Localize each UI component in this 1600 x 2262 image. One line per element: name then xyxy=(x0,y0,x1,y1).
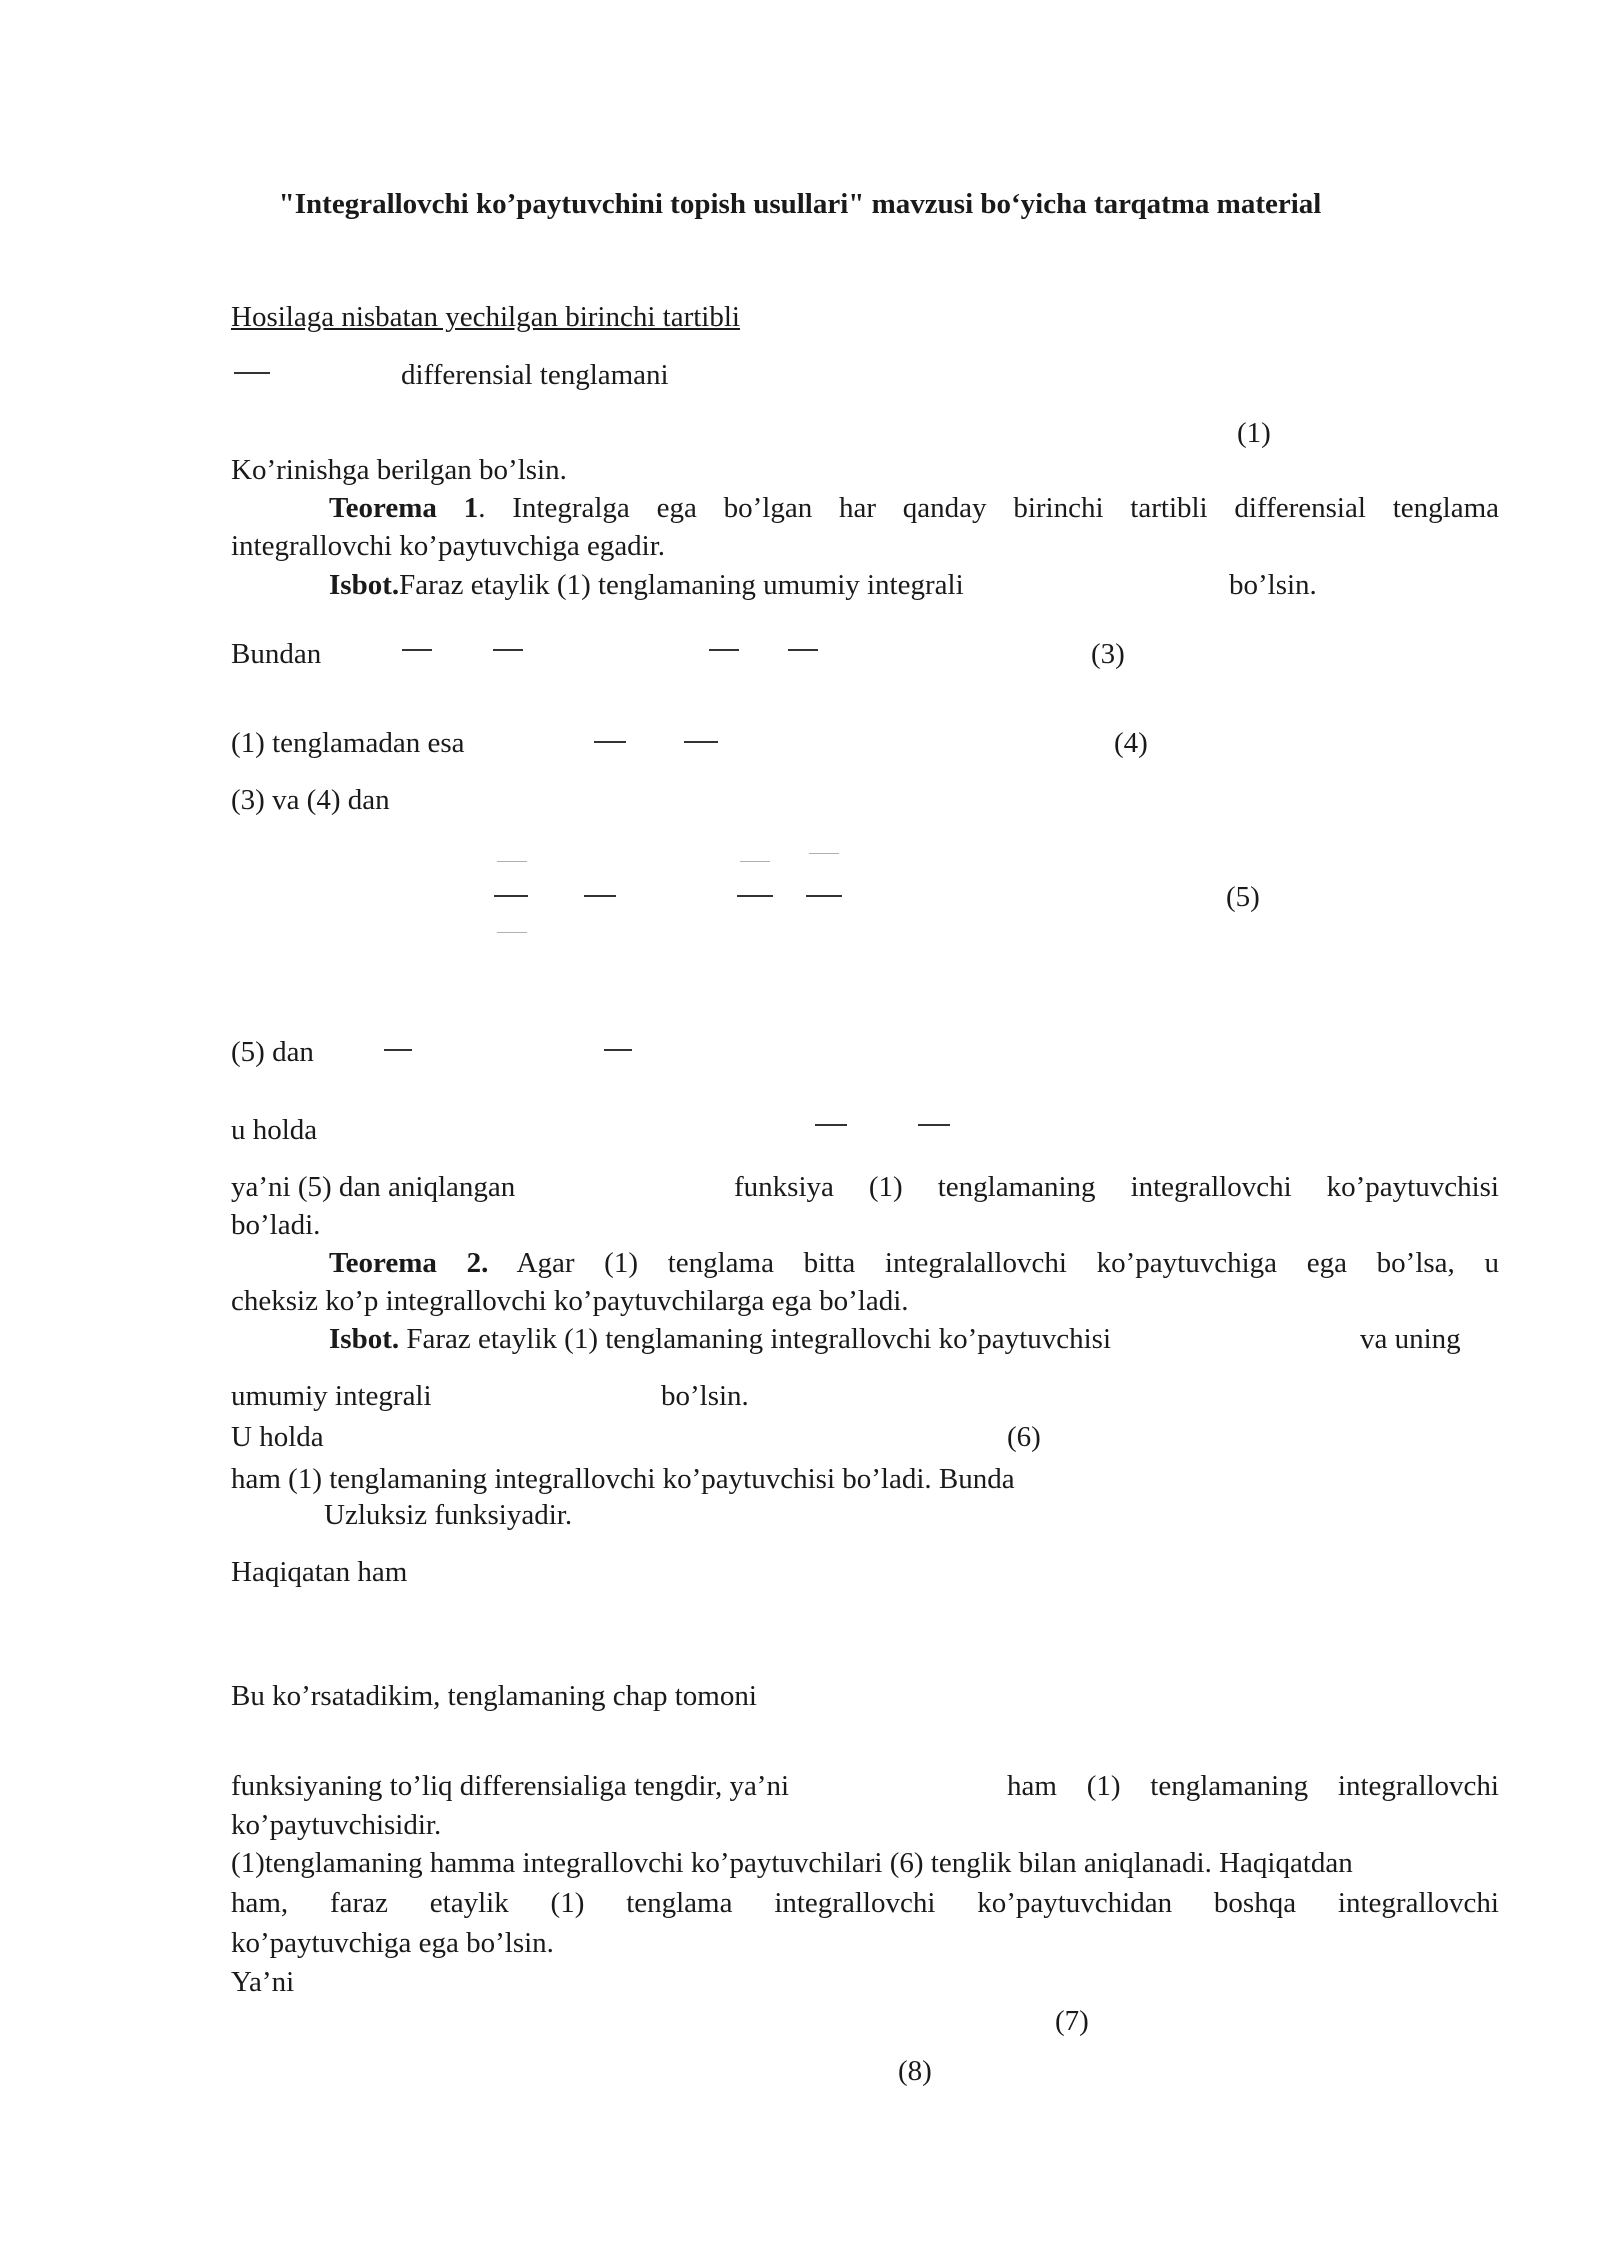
intro-line-2: differensial tenglamani xyxy=(401,359,669,391)
proof-1-tail: bo’lsin. xyxy=(1229,569,1317,601)
indeed-text: Haqiqatan ham xyxy=(231,1556,408,1588)
proof-2-text: Faraz etaylik (1) tenglamaning integrallovchi ko’paytuvchisi xyxy=(406,1323,1111,1355)
given-form-text: Ko’rinishga berilgan bo’lsin. xyxy=(231,454,567,486)
theorem-1-text: . Integralga ega bo’lgan har qanday birinchi tartibli differensial tenglama xyxy=(478,492,1499,524)
total-diff-line-2: ko’paytuvchisidir. xyxy=(231,1809,442,1841)
proof-2-line xyxy=(329,1320,1111,1358)
fraction-bar xyxy=(584,895,616,897)
u-holda-text: u holda xyxy=(231,1114,318,1146)
bolsin-text: bo’lsin. xyxy=(661,1380,749,1412)
theorem-1-label: Teorema 1 xyxy=(329,492,479,524)
equation-label-6: (6) xyxy=(1007,1421,1041,1453)
from-eq-5-text: (5) dan xyxy=(231,1036,314,1068)
from-eq-1-text: (1) tenglamadan esa xyxy=(231,727,465,759)
intro-heading: Hosilaga nisbatan yechilgan birinchi tartibli xyxy=(231,301,740,333)
theorem-2-line-1 xyxy=(231,1244,1499,1282)
equation-label-3: (3) xyxy=(1091,638,1125,670)
fraction-bar xyxy=(494,895,528,897)
yani-text: Ya’ni xyxy=(231,1966,295,1998)
fraction-bar xyxy=(493,649,523,651)
all-factors-line-2: ham, faraz etaylik (1) tenglama integrallovchi ko’paytuvchidan boshqa integrallovchi xyxy=(231,1887,1499,1919)
proof-1-text: Faraz etaylik (1) tenglamaning umumiy integrali xyxy=(399,569,964,601)
determined-line-2: bo’ladi. xyxy=(231,1209,321,1241)
fraction-bar xyxy=(740,861,770,862)
fraction-bar xyxy=(684,741,718,743)
equation-label-4: (4) xyxy=(1114,727,1148,759)
theorem-1-line-1 xyxy=(231,489,1499,527)
fraction-bar xyxy=(234,372,270,374)
fraction-bar xyxy=(384,1049,412,1051)
proof-1-line xyxy=(329,566,964,604)
determined-part-2: funksiya (1) tenglamaning integrallovchi ko’paytuvchisi xyxy=(734,1171,1499,1203)
theorem-2-line-2: cheksiz ko’p integrallovchi ko’paytuvchilarga ega bo’ladi. xyxy=(231,1285,909,1317)
fraction-bar xyxy=(809,853,839,854)
from-eq-3-4-text: (3) va (4) dan xyxy=(231,784,390,816)
fraction-bar xyxy=(806,895,842,897)
equation-label-8: (8) xyxy=(898,2055,932,2087)
total-diff-part-2: ham (1) tenglamaning integrallovchi xyxy=(1007,1770,1499,1802)
theorem-2-text: Agar (1) tenglama bitta integralallovchi ko’paytuvchiga ega bo’lsa, u xyxy=(516,1247,1499,1279)
fraction-bar xyxy=(604,1049,632,1051)
fraction-bar xyxy=(497,932,527,933)
theorem-1-line-2: integrallovchi ko’paytuvchiga egadir. xyxy=(231,530,666,562)
proof-1-label: Isbot. xyxy=(329,569,400,601)
fraction-bar xyxy=(594,741,626,743)
theorem-2-label: Teorema 2. xyxy=(329,1247,489,1279)
fraction-bar xyxy=(918,1124,950,1126)
fraction-bar xyxy=(497,861,527,862)
equation-label-7: (7) xyxy=(1055,2005,1089,2037)
all-factors-line-1: (1)tenglamaning hamma integrallovchi ko’paytuvchilari (6) tenglik bilan aniqlanadi. Haqiqatdan xyxy=(231,1847,1353,1879)
u-holda-2-text: U holda xyxy=(231,1421,324,1453)
total-diff-part-1: funksiyaning to’liq differensialiga tengdir, ya’ni xyxy=(231,1770,790,1802)
fraction-bar xyxy=(709,649,739,651)
fraction-bar xyxy=(788,649,818,651)
document-title: "Integrallovchi ko’paytuvchini topish usullari" mavzusi bo‘yicha tarqatma material xyxy=(278,188,1322,220)
fraction-bar xyxy=(815,1124,847,1126)
proof-2-label: Isbot. xyxy=(329,1323,400,1355)
bundan-text: Bundan xyxy=(231,638,322,670)
fraction-bar xyxy=(737,895,773,897)
determined-part-1: ya’ni (5) dan aniqlangan xyxy=(231,1171,516,1203)
equation-label-1: (1) xyxy=(1237,417,1271,449)
fraction-bar xyxy=(402,649,432,651)
general-integral-text: umumiy integrali xyxy=(231,1380,432,1412)
shows-text: Bu ko’rsatadikim, tenglamaning chap tomoni xyxy=(231,1680,757,1712)
proof-2-tail: va uning xyxy=(1360,1323,1461,1355)
continuous-text: Uzluksiz funksiyadir. xyxy=(324,1499,573,1531)
equation-label-5: (5) xyxy=(1226,881,1260,913)
all-factors-line-3: ko’paytuvchiga ega bo’lsin. xyxy=(231,1927,554,1959)
also-factor-text: ham (1) tenglamaning integrallovchi ko’paytuvchisi bo’ladi. Bunda xyxy=(231,1463,1015,1495)
